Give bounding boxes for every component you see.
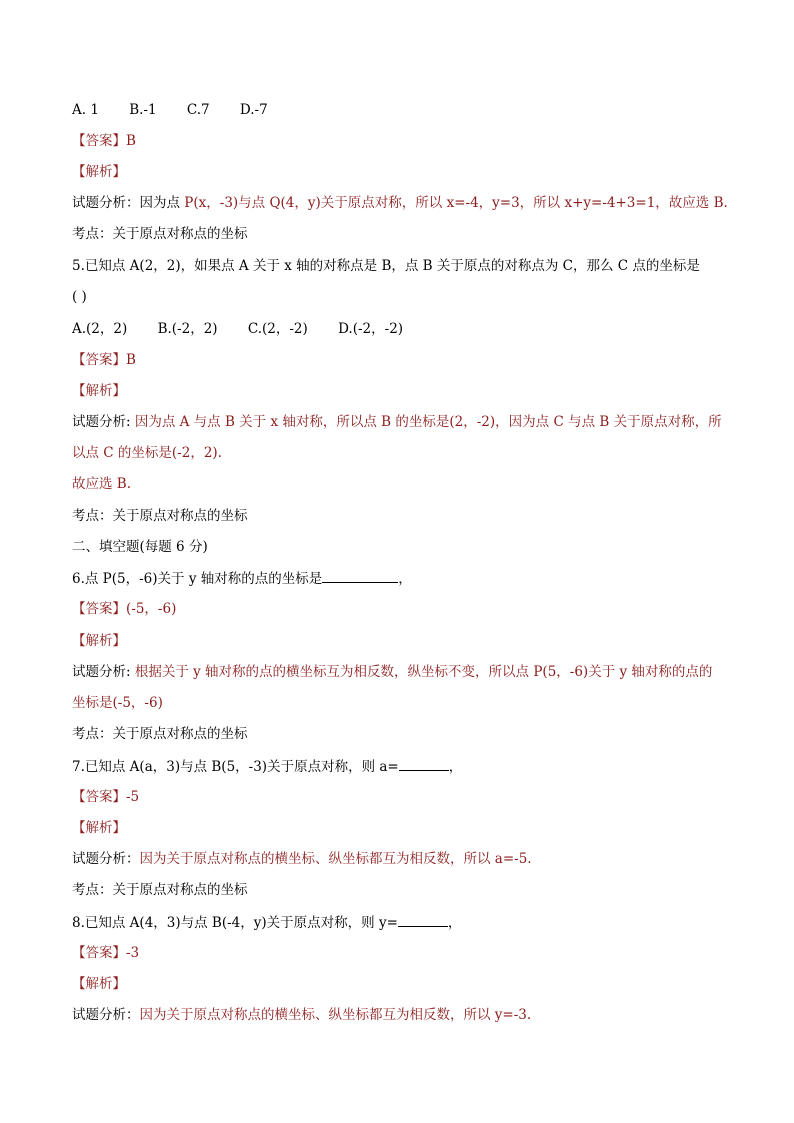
stem-text: 7.已知点 A(a，3)与点 B(5，-3)关于原点对称，则 a=	[72, 759, 399, 775]
q4-analysis	[72, 193, 728, 213]
analysis-label: 【解析】	[72, 383, 126, 399]
analysis-body: 因为关于原点对称点的横坐标、纵坐标都互为相反数，所以 y=-3.	[139, 1007, 532, 1023]
answer-label: 【答案】	[72, 601, 126, 617]
answer-label: 【答案】	[72, 789, 126, 805]
q5-option-a: A.(2，2)	[72, 321, 128, 337]
q5-analysis-line1	[72, 412, 722, 432]
q7-analysis	[72, 849, 532, 869]
analysis-prefix: 试题分析:	[72, 414, 135, 430]
analysis-body: P(x，-3)与点 Q(4，y)关于原点对称，所以 x=-4，y=3，所以 x+y=-4+3=1，故应选 B.	[184, 195, 728, 211]
q5-option-d: D.(-2，-2)	[338, 321, 404, 337]
q5-stem-line1: 5.已知点 A(2，2)，如果点 A 关于 x 轴的对称点是 B，点 B 关于原点的对称点为 C，那么 C 点的坐标是	[72, 258, 700, 274]
q7-stem	[72, 756, 462, 776]
answer-value: B	[126, 352, 136, 368]
q5-option-c: C.(2，-2)	[247, 321, 308, 337]
answer-value: B	[126, 133, 136, 149]
q4-option-b: B.-1	[129, 102, 157, 118]
stem-tail: ，	[398, 571, 412, 587]
analysis-body: 根据关于 y 轴对称的点的横坐标互为相反数，纵坐标不变，所以点 P(5，-6)关于 y 轴对称的点的	[134, 664, 713, 680]
analysis-body: 因为点 A 与点 B 关于 x 轴对称，所以点 B 的坐标是(2，-2)，因为点 C 与点 B 关于原点对称，所	[134, 414, 722, 430]
q5-options	[72, 319, 429, 339]
q4-options	[72, 100, 294, 120]
answer-label: 【答案】	[72, 133, 126, 149]
stem-text: 6.点 P(5，-6)关于 y 轴对称的点的坐标是	[72, 571, 323, 587]
answer-blank	[398, 912, 448, 927]
stem-text: 8.已知点 A(4，3)与点 B(-4，y)关于原点对称，则 y=	[72, 915, 398, 931]
analysis-prefix: 试题分析：因为点	[72, 195, 185, 211]
analysis-prefix: 试题分析:	[72, 664, 135, 680]
analysis-prefix: 试题分析：	[72, 1007, 140, 1023]
q7-kaodian: 考点：关于原点对称点的坐标	[72, 882, 248, 898]
analysis-label: 【解析】	[72, 976, 126, 992]
answer-blank	[322, 568, 398, 583]
answer-label: 【答案】	[72, 945, 126, 961]
q6-stem	[72, 568, 412, 588]
q7-answer	[72, 787, 139, 807]
answer-value: -3	[126, 945, 140, 961]
stem-tail: ，	[448, 759, 463, 775]
answer-value: -5	[126, 789, 140, 805]
section-heading: 二、填空题(每题 6 分)	[72, 539, 208, 555]
q5-answer	[72, 350, 136, 370]
q5-kaodian: 考点：关于原点对称点的坐标	[72, 508, 248, 524]
q4-kaodian: 考点：关于原点对称点的坐标	[72, 226, 248, 242]
q5-analysis-line2: 以点 C 的坐标是(-2，2).	[72, 445, 222, 461]
q4-option-c: C.7	[186, 102, 210, 118]
q6-analysis-line2: 坐标是(-5，-6)	[72, 695, 163, 711]
analysis-label: 【解析】	[72, 633, 126, 649]
q6-analysis-line1	[72, 662, 712, 682]
q8-stem	[72, 912, 461, 932]
q5-option-b: B.(-2，2)	[157, 321, 218, 337]
analysis-label: 【解析】	[72, 164, 126, 180]
analysis-prefix: 试题分析：	[72, 851, 140, 867]
q4-option-d: D.-7	[239, 102, 268, 118]
analysis-label: 【解析】	[72, 820, 126, 836]
q8-answer	[72, 943, 139, 963]
q8-analysis	[72, 1005, 531, 1025]
q5-stem-line2: ( )	[72, 289, 87, 305]
q6-answer	[72, 599, 176, 619]
stem-tail: ，	[447, 915, 462, 931]
answer-blank	[399, 756, 449, 771]
analysis-body: 因为关于原点对称点的横坐标、纵坐标都互为相反数，所以 a=-5.	[139, 851, 532, 867]
q4-answer	[72, 131, 136, 151]
q6-kaodian: 考点：关于原点对称点的坐标	[72, 726, 248, 742]
q5-analysis-line3: 故应选 B.	[72, 476, 132, 492]
answer-label: 【答案】	[72, 352, 126, 368]
answer-value: (-5，-6)	[126, 601, 177, 617]
q4-option-a: A. 1	[72, 102, 99, 118]
